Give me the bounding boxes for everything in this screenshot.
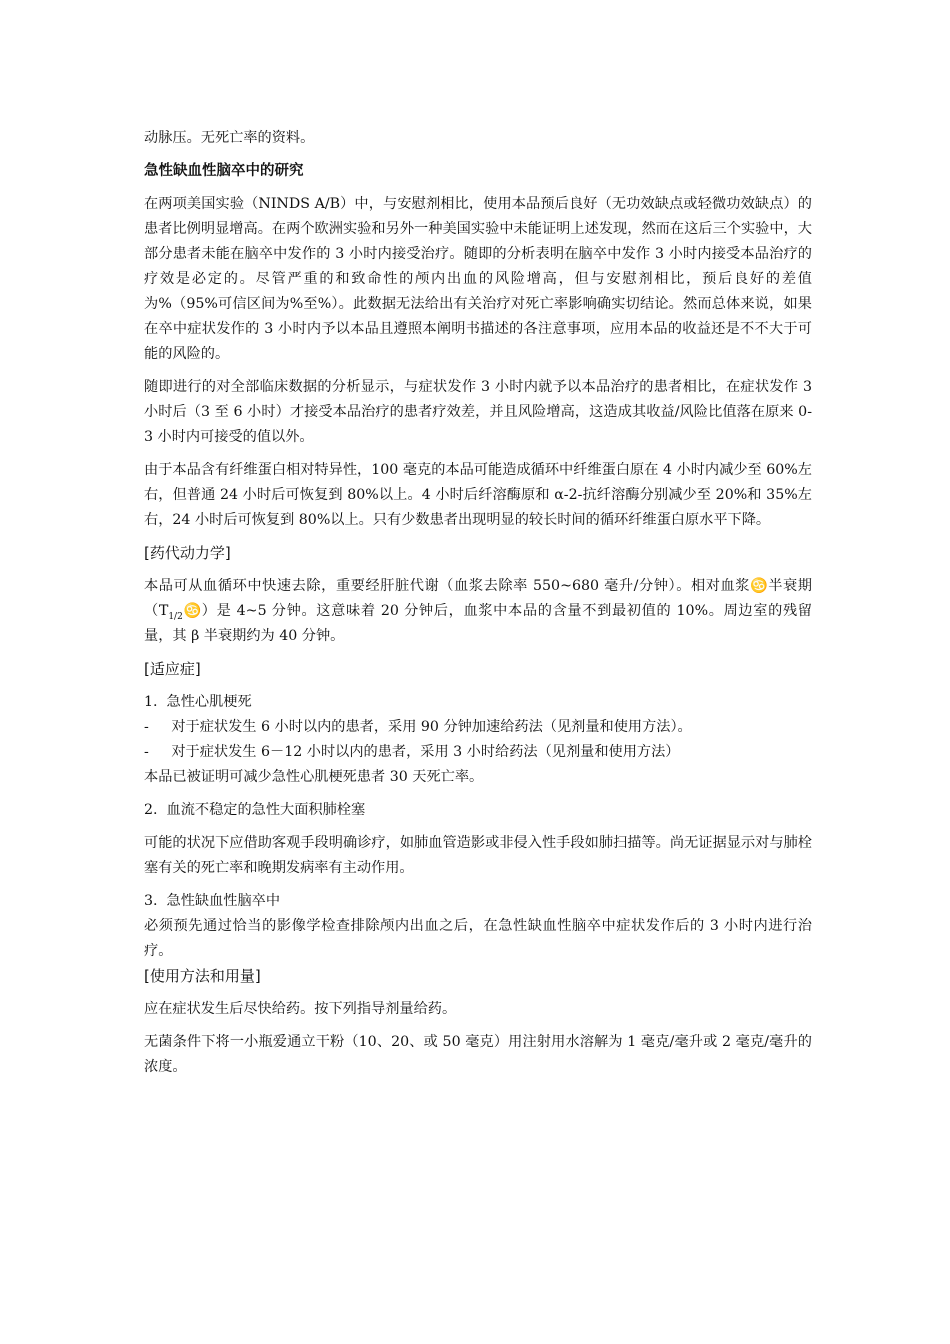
paragraph-usage-1: 应在症状发生后尽快给药。按下列指导剂量给药。 [144, 1001, 457, 1017]
indication-2-title: 2. 血流不稳定的急性大面积肺栓塞 [144, 802, 366, 818]
half-life-subscript: 1/2 [168, 611, 183, 622]
paragraph-intro: 动脉压。无死亡率的资料。 [144, 130, 315, 146]
heading-stroke-studies: 急性缺血性脑卒中的研究 [144, 163, 304, 179]
pk-text-part1: 本品可从血循环中快速去除，重要经肝脏代谢（血浆去除率 550~680 毫升/分钟）。相对血浆♋半衰期（T [144, 578, 812, 619]
paragraph-fibrinogen: 由于本品含有纤维蛋白相对特异性，100 毫克的本品可能造成循环中纤维蛋白原在 4 小时内减少至 60%左右，但普通 24 小时后可恢复到 80%以上。4 小时后纤溶酶原和 α-2-抗纤溶酶分别减少至 20%和 35%左右，24 小时后可恢复到 80%以上。只有少数患者出现明显的较长时间的循环纤维蛋白原水平下降。 [144, 462, 812, 528]
paragraph-pharmacokinetics [144, 574, 812, 649]
indication-1-note: 本品已被证明可减少急性心肌梗死患者 30 天死亡率。 [144, 769, 484, 785]
indication-1-title: 1. 急性心肌梗死 [144, 694, 252, 710]
paragraph-analysis: 随即进行的对全部临床数据的分析显示，与症状发作 3 小时内就予以本品治疗的患者相比，在症状发作 3 小时后（3 至 6 小时）才接受本品治疗的患者疗效差，并且风险增高，这造成其收益/风险比值落在原来 0-3 小时内可接受的值以外。 [144, 379, 812, 445]
pk-text-part2: ♋）是 4~5 分钟。这意味着 20 分钟后，血浆中本品的含量不到最初值的 10%。周边室的残留量，其 β 半衰期约为 40 分钟。 [144, 603, 812, 644]
indication-3-text: 必须预先通过恰当的影像学检查排除颅内出血之后，在急性缺血性脑卒中症状发作后的 3 小时内进行治疗。 [144, 918, 812, 959]
paragraph-stroke-studies: 在两项美国实验（NINDS A/B）中，与安慰剂相比，使用本品预后良好（无功效缺点或轻微功效缺点）的患者比例明显增高。在两个欧洲实验和另外一种美国实验中未能证明上述发现，然而在这后三个实验中，大部分患者未能在脑卒中发作的 3 小时内接受治疗。随即的分析表明在脑卒中发作 3 小时内接受本品治疗的疗效是必定的。尽管严重的和致命性的颅内出血的风险增高，但与安慰剂相比，预后良好的差值为%（95%可信区间为%至%）。此数据无法给出有关治疗对死亡率影响确实切结论。然而总体来说，如果在卒中症状发作的 3 小时内予以本品且遵照本阐明书描述的各注意事项，应用本品的收益还是不不大于可能的风险的。 [144, 196, 812, 362]
section-heading-pharmacokinetics: [药代动力学] [144, 544, 231, 562]
indication-1-dash-2: - 对于症状发生 6－12 小时以内的患者，采用 3 小时给药法（见剂量和使用方法） [144, 744, 680, 760]
indication-3-title: 3. 急性缺血性脑卒中 [144, 893, 281, 909]
document-page [144, 126, 812, 1088]
paragraph-usage-2: 无菌条件下将一小瓶爱通立干粉（10、20、或 50 毫克）用注射用水溶解为 1 毫克/毫升或 2 毫克/毫升的浓度。 [144, 1034, 812, 1075]
section-heading-usage: [使用方法和用量] [144, 967, 261, 985]
section-heading-indications: [适应症] [144, 660, 201, 678]
indication-1-dash-1: - 对于症状发生 6 小时以内的患者，采用 90 分钟加速给药法（见剂量和使用方法）。 [144, 719, 692, 735]
indication-2-text: 可能的状况下应借助客观手段明确诊疗，如肺血管造影或非侵入性手段如肺扫描等。尚无证据显示对与肺栓塞有关的死亡率和晚期发病率有主动作用。 [144, 835, 812, 876]
